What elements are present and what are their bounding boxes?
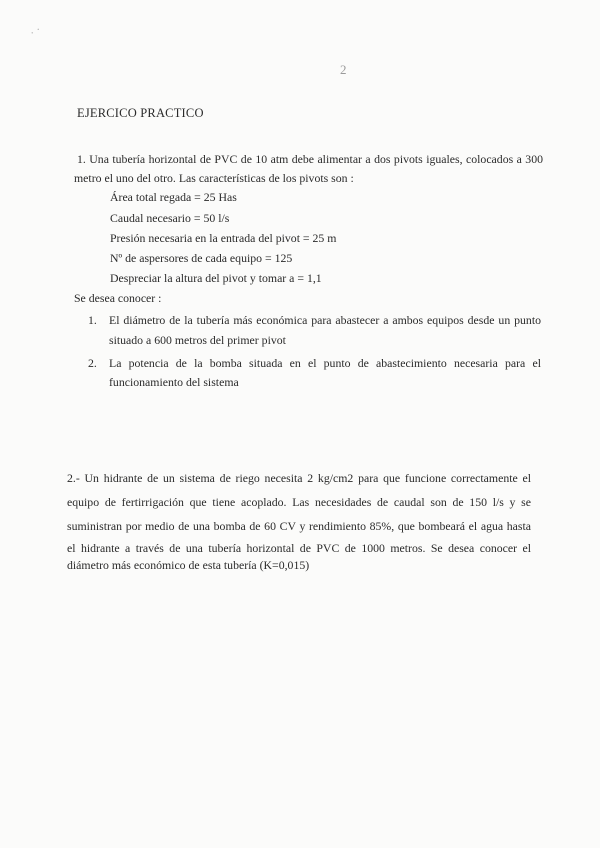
exercise2-line: diámetro más económico de esta tubería (K=0,015): [67, 558, 310, 572]
question-number: 1.: [88, 313, 97, 327]
page-title: EJERCICO PRACTICO: [77, 106, 204, 120]
question-line: La potencia de la bomba situada en el punto de abastecimiento necesaria para el: [109, 356, 541, 370]
characteristic-item: Despreciar la altura del pivot y tomar a = 1,1: [110, 271, 322, 285]
characteristic-item: Nº de aspersores de cada equipo = 125: [110, 251, 293, 265]
characteristic-item: Presión necesaria en la entrada del pivot = 25 m: [110, 231, 337, 245]
question-line: El diámetro de la tubería más económica para abastecer a ambos equipos desde un punto: [109, 313, 541, 327]
exercise2-line: el hidrante a través de una tubería horizontal de PVC de 1000 metros. Se desea conocer el: [67, 541, 531, 555]
characteristic-item: Caudal necesario = 50 l/s: [110, 211, 230, 225]
exercise2-line: equipo de fertirrigación que tiene acoplado. Las necesidades de caudal son de 150 l/s y se: [67, 495, 531, 509]
exercise2-line: suministran por medio de una bomba de 60 CV y rendimiento 85%, que bombeará el agua hasta: [67, 519, 531, 533]
question-line: situado a 600 metros del primer pivot: [109, 333, 286, 347]
question-number: 2.: [88, 356, 97, 370]
exercise1-intro-line1: 1. Una tubería horizontal de PVC de 10 atm debe alimentar a dos pivots iguales, colocados a 300: [77, 152, 543, 166]
scan-mark: · ·: [26, 22, 44, 40]
exercise2-line: 2.- Un hidrante de un sistema de riego necesita 2 kg/cm2 para que funcione correctamente el: [67, 471, 531, 485]
page-number: 2: [340, 62, 347, 77]
question-line: funcionamiento del sistema: [109, 375, 239, 389]
characteristic-item: Área total regada = 25 Has: [110, 190, 237, 204]
exercise1-ask: Se desea conocer :: [74, 291, 162, 305]
exercise1-intro-line2: metro el uno del otro. Las características de los pivots son :: [74, 171, 354, 185]
